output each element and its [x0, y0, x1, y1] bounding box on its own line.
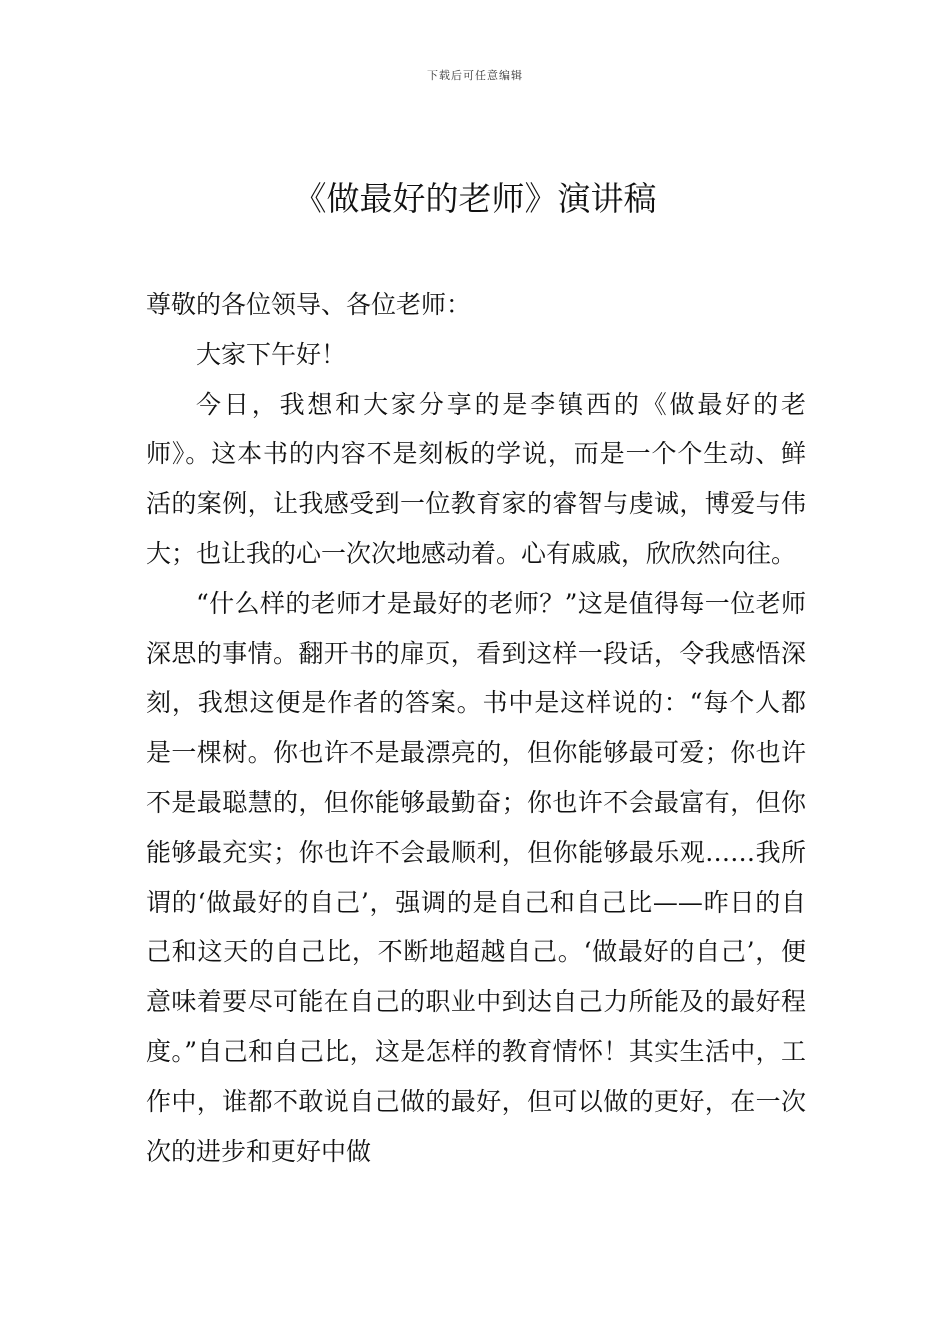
paragraph-best-teacher: “什么样的老师才是最好的老师？”这是值得每一位老师深思的事情。翻开书的扉页，看到这样一段话，令我感悟深刻，我想这便是作者的答案。书中是这样说的：“每个人都是一棵树。你也许不是最漂亮的，但你能够最可爱；你也许不是最聪慧的，但你能够最勤奋；你也许不会最富有，但你能够最充实；你也许不会最顺利，但你能够最乐观……我所谓的‘做最好的自己’，强调的是自己和自己比——昨日的自己和这天的自己比，不断地超越自己。‘做最好的自己’，便意味着要尽可能在自己的职业中到达自己力所能及的最好程度。”自己和自己比，这是怎样的教育情怀！其实生活中，工作中，谁都不敢说自己做的最好，但可以做的更好，在一次次的进步和更好中做	[146, 588, 806, 1166]
header-note: 下载后可任意编辑	[427, 69, 523, 82]
document-title: 《做最好的老师》演讲稿	[293, 179, 657, 218]
salutation: 尊敬的各位领导、各位老师：	[146, 290, 472, 319]
paragraph-greeting: 大家下午好！	[196, 339, 347, 369]
document-body	[146, 280, 806, 1176]
paragraph-intro: 今日，我想和大家分享的是李镇西的《做最好的老师》。这本书的内容不是刻板的学说，而是一个个生动、鲜活的案例，让我感受到一位教育家的睿智与虔诚，博爱与伟大；也让我的心一次次地感动着。心有戚戚，欣欣然向往。	[146, 389, 806, 568]
